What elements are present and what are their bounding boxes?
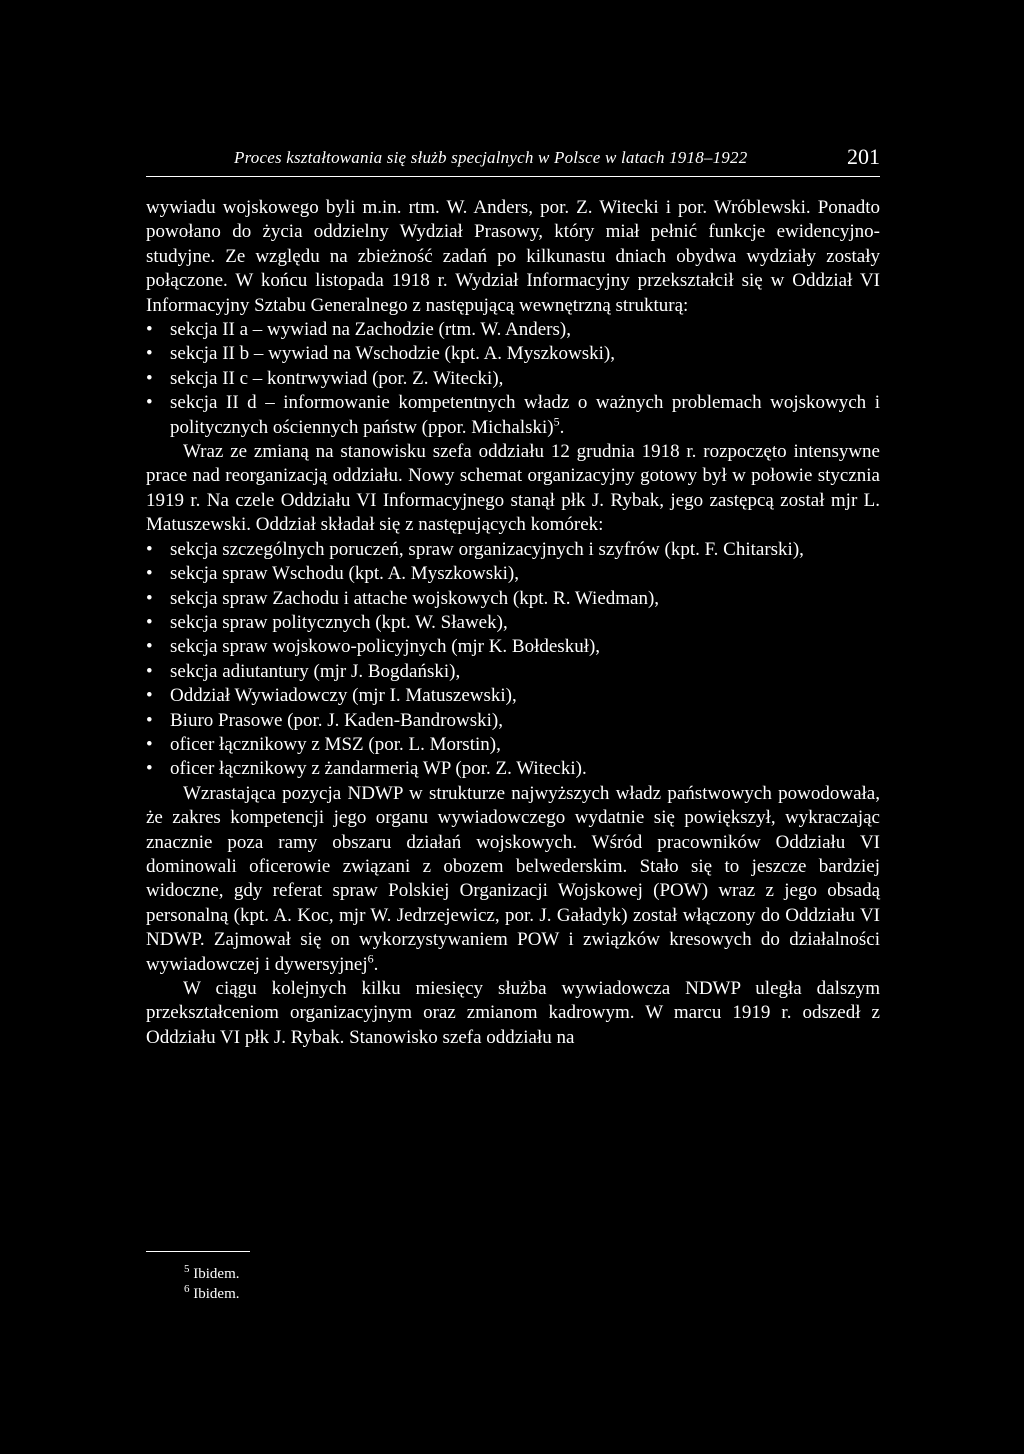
footnote-ref-6[interactable]: 6 (367, 951, 374, 966)
running-header (146, 140, 880, 177)
bullet-icon: • (146, 709, 153, 731)
list-item: • sekcja spraw politycznych (kpt. W. Sławek), (146, 611, 880, 635)
bullet-icon: • (146, 611, 153, 633)
bullet-icon: • (146, 563, 153, 585)
bullet-icon: • (146, 538, 153, 560)
list-item: • sekcja szczególnych poruczeń, spraw organizacyjnych i szyfrów (kpt. F. Chitarski), (146, 538, 880, 562)
bullet-icon: • (146, 660, 153, 682)
running-title: Proces kształtowania się służb specjalnych w Polsce w latach 1918–1922 (234, 148, 748, 167)
footnote-marker: 5 (184, 1263, 190, 1275)
footnote-text: Ibidem. (193, 1286, 240, 1302)
paragraph-4: W ciągu kolejnych kilku miesięcy służba wywiadowcza NDWP uległa dalszym przekształceniom organizacyjnym oraz zmianom kadrowym. W marcu 1919 r. odszedł z Oddziału VI płk J. Rybak. Stanowisko szefa oddziału na (146, 978, 880, 1048)
footnote-marker: 6 (184, 1283, 190, 1295)
bullet-icon: • (146, 685, 153, 707)
bullet-icon: • (146, 636, 153, 658)
footnote-6 (184, 1284, 240, 1304)
paragraph-3: Wzrastająca pozycja NDWP w strukturze najwyższych władz państwowych powodowała, że zakres kompetencji jego organu wywiadowczego wydatnie się powiększył, wykraczając znacznie poza ramy obszaru działań wojskowych. Wśród pracowników Oddziału VI dominowali oficerowie związani z obozem belwederskim. Stało się to jeszcze bardziej widoczne, gdy referat spraw Polskiej Organizacji Wojskowej (POW) wraz z jego obsadą personalną (kpt. A. Koc, mjr W. Jedrzejewicz, por. J. Gaładyk) został włączony do Oddziału VI NDWP. Zajmował się on wykorzystywaniem POW i związków kresowych do działalności wywiadowczej i dywersyjnej$^6$. (146, 782, 880, 975)
paragraph-2: Wraz ze zmianą na stanowisku szefa oddziału 12 grudnia 1918 r. rozpoczęto intensywne prace nad reorganizacją oddziału. Nowy schemat organizacyjny gotowy był w połowie stycznia 1919 r. Na czele Oddziału VI Informacyjnego stanął płk J. Rybak, jego zastępcą został mjr L. Matuszewski. Oddział składał się z następujących komórek: (146, 441, 880, 536)
list-item: • sekcja II d – informowanie kompetentnych władz o ważnych problemach wojskowych i politycznych ościennych państw (ppor. Michalski)$^5$. (146, 392, 880, 438)
list-item: • oficer łącznikowy z żandarmerią WP (por. Z. Witecki). (146, 757, 880, 781)
bullet-icon: • (146, 758, 153, 780)
page-number: 201 (847, 144, 880, 169)
paragraph-1: wywiadu wojskowego byli m.in. rtm. W. Anders, por. Z. Witecki i por. Wróblewski. Ponadto powołano do życia oddzielny Wydział Prasowy, który miał pełnić funkcje ewidencyjno-studyjne. Ze względu na zbieżność zadań po kilkunastu dniach obydwa wydziały zostały połączone. W końcu listopada 1918 r. Wydział Informacyjny przekształcił się w Oddział VI Informacyjny Sztabu Generalnego z następującą wewnętrzną strukturą: (146, 197, 880, 316)
footnote-ref-5[interactable]: 5 (553, 414, 560, 429)
bullet-icon: • (146, 587, 153, 609)
list-item: • sekcja spraw Wschodu (kpt. A. Myszkowski), (146, 562, 880, 586)
bullet-icon: • (146, 733, 153, 755)
list-item: • sekcja spraw wojskowo-policyjnych (mjr K. Bołdeskuł), (146, 635, 880, 659)
bullet-icon: • (146, 343, 153, 365)
footnote-5 (184, 1264, 240, 1284)
bullet-icon: • (146, 392, 153, 414)
list-item: • oficer łącznikowy z MSZ (por. L. Morstin), (146, 733, 880, 757)
list-item: • sekcja II b – wywiad na Wschodzie (kpt. A. Myszkowski), (146, 342, 880, 366)
footnote-divider (146, 1251, 250, 1252)
footnotes (184, 1264, 240, 1304)
list-item: • sekcja spraw Zachodu i attache wojskowych (kpt. R. Wiedman), (146, 587, 880, 611)
list-item: • Biuro Prasowe (por. J. Kaden-Bandrowski), (146, 709, 880, 733)
list-item: • sekcja II c – kontrwywiad (por. Z. Witecki), (146, 367, 880, 391)
structure-list-1 (146, 318, 880, 440)
list-item: • sekcja II a – wywiad na Zachodzie (rtm. W. Anders), (146, 318, 880, 342)
footnote-text: Ibidem. (193, 1266, 240, 1282)
list-item: • Oddział Wywiadowczy (mjr I. Matuszewski), (146, 684, 880, 708)
bullet-icon: • (146, 319, 153, 341)
bullet-icon: • (146, 367, 153, 389)
list-item: • sekcja adiutantury (mjr J. Bogdański), (146, 660, 880, 684)
body-text (146, 196, 880, 1050)
structure-list-2 (146, 538, 880, 782)
